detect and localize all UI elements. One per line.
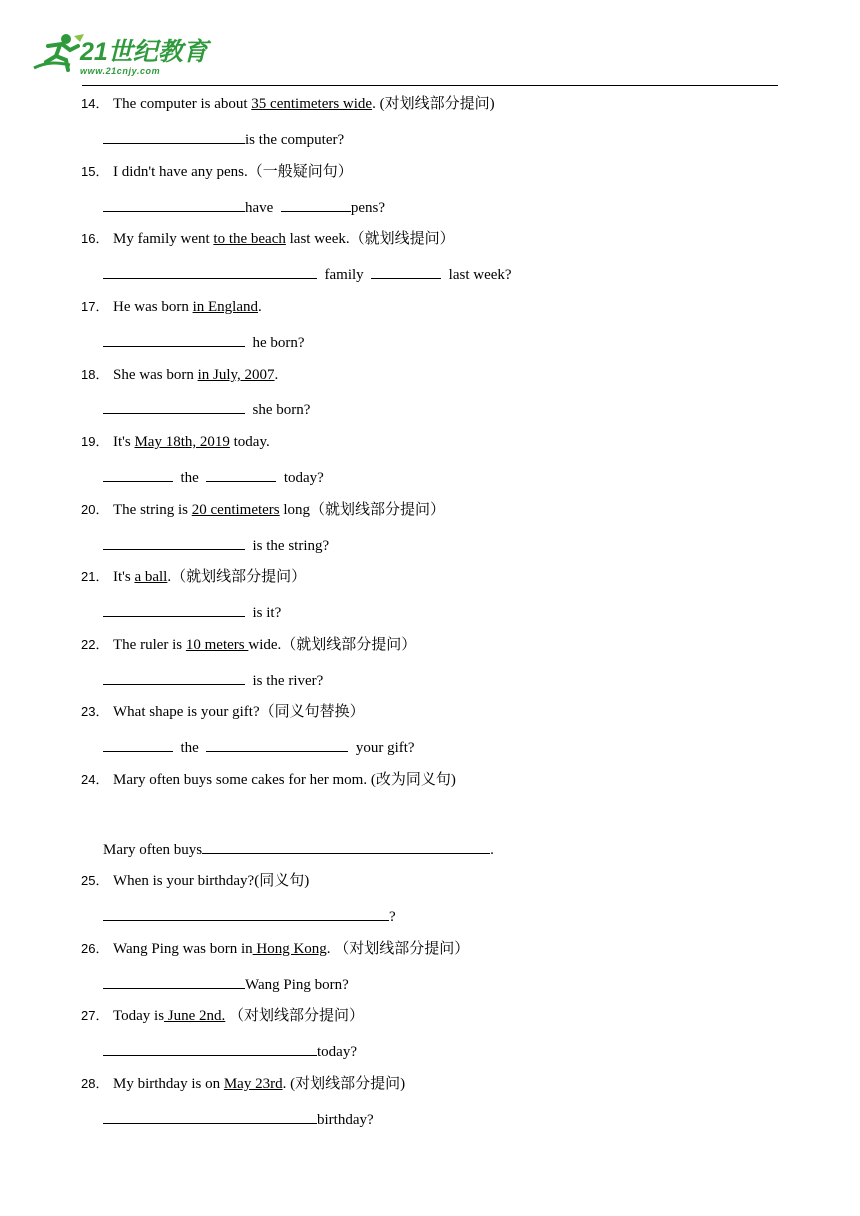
text-segment: 15． [81,164,109,179]
answer-blank[interactable] [103,1041,317,1056]
text-segment: in July, 2007 [197,367,275,383]
text-segment: 20 centimeters [191,502,280,518]
text-segment: have [245,200,274,216]
text-segment: （对划线部分提问） [225,1008,365,1024]
answer-blank[interactable] [371,264,441,279]
text-segment: is the string? [252,538,330,554]
text-segment: . [490,842,494,858]
answer-blank[interactable] [103,467,173,482]
text-segment: birthday? [317,1112,374,1128]
text-segment: Wang Ping born? [245,977,349,993]
text-segment: last week.（就划线提问） [285,231,455,247]
text-segment: 20． [81,502,109,517]
text-segment: My birthday is on [113,1076,224,1092]
question-text [113,298,262,316]
question-number: 14． [81,96,109,111]
answer-blank[interactable] [103,264,317,279]
text-segment: What shape is your gift?（同义句替换） [113,704,365,720]
logo-url: www.21cnjy.com [80,66,161,76]
text-segment: Mary often buys [103,842,203,858]
text-segment: he born? [252,335,305,351]
answer-blank[interactable] [206,737,348,752]
text-segment: your gift? [355,740,415,756]
text-segment: a ball [134,569,168,585]
running-figure-logo-icon [26,32,86,74]
question-text [113,636,416,654]
text-segment: 19． [81,434,109,449]
answer-blank[interactable] [103,737,173,752]
text-segment: today? [283,470,324,486]
question-text [113,703,365,721]
text-segment: It's [113,569,135,585]
text-segment: May 23rd [223,1076,283,1092]
text-segment: wide.（就划线部分提问） [248,637,417,653]
text-segment: pens? [350,200,385,216]
text-segment: 18． [81,367,109,382]
text-segment: The computer is about [113,96,252,112]
logo-text: 21世纪教育 [80,38,208,66]
text-segment: 24． [81,772,109,787]
text-segment: the [180,470,199,486]
text-segment: 28． [81,1076,109,1091]
text-segment: He was born [113,299,193,315]
answer-blank[interactable] [281,197,351,212]
text-segment: today. [229,434,270,450]
text-segment: She was born [113,367,198,383]
question-text [113,95,495,113]
text-segment: 16． [81,231,109,246]
text-segment: long（就划线部分提问） [279,502,446,518]
text-segment: .（就划线部分提问） [167,569,307,585]
question-text [113,771,456,789]
question-text [113,230,455,248]
text-segment: family [324,267,364,283]
text-segment: is the computer? [245,132,345,148]
question-text [113,366,278,384]
text-segment: Wang Ping was born in [113,941,253,957]
question-text [113,501,445,519]
text-segment: 26． [81,941,109,956]
text-segment: 27． [81,1008,109,1023]
text-segment: When is your birthday?(同义句) [113,873,310,889]
question-text [113,433,270,451]
text-segment: . （对划线部分提问） [326,941,470,957]
text-segment: the [180,740,199,756]
text-segment: Mary often buys some cakes for her mom. (改为同义句) [113,772,456,788]
text-segment: ? [389,909,396,925]
text-segment: is the river? [252,673,324,689]
text-segment: 17． [81,299,109,314]
text-segment: last week? [448,267,512,283]
text-segment: 21． [81,569,109,584]
text-segment: It's [113,434,135,450]
answer-blank[interactable] [103,974,245,989]
answer-blank[interactable] [202,839,490,854]
answer-blank[interactable] [103,670,245,685]
text-segment: . [274,367,279,383]
answer-blank[interactable] [103,197,245,212]
text-segment: . (对划线部分提问) [282,1076,406,1092]
question-text [113,1075,405,1093]
text-segment: 23． [81,704,109,719]
text-segment: Hong Kong [252,941,327,957]
text-segment: 10 meters [185,637,249,653]
text-segment: 35 centimeters wide [251,96,373,112]
question-text [113,872,309,890]
question-text [113,568,306,586]
text-segment: she born? [252,402,311,418]
text-segment: . (对划线部分提问) [372,96,495,112]
text-segment: is it? [252,605,282,621]
answer-blank[interactable] [103,1109,317,1124]
header-divider [82,85,778,86]
text-segment: I didn't have any pens.（一般疑问句） [113,164,353,180]
text-segment: My family went [113,231,214,247]
text-segment: today? [317,1044,357,1060]
page-header [0,0,860,90]
text-segment: 25． [81,873,109,888]
text-segment: The ruler is [113,637,186,653]
answer-blank[interactable] [103,906,389,921]
question-text [113,940,469,958]
text-segment: to the beach [213,231,286,247]
text-segment: in England [192,299,258,315]
text-segment: May 18th, 2019 [134,434,230,450]
answer-blank[interactable] [103,535,245,550]
text-segment: 22． [81,637,109,652]
text-segment: The string is [113,502,192,518]
answer-blank[interactable] [103,399,245,414]
answer-blank[interactable] [103,332,245,347]
answer-blank[interactable] [103,129,245,144]
answer-blank[interactable] [206,467,276,482]
text-segment: June 2nd. [164,1008,226,1024]
text-segment: . [257,299,262,315]
question-text [113,1007,364,1025]
answer-blank[interactable] [103,602,245,617]
text-segment: Today is [113,1008,165,1024]
question-text [113,163,353,181]
